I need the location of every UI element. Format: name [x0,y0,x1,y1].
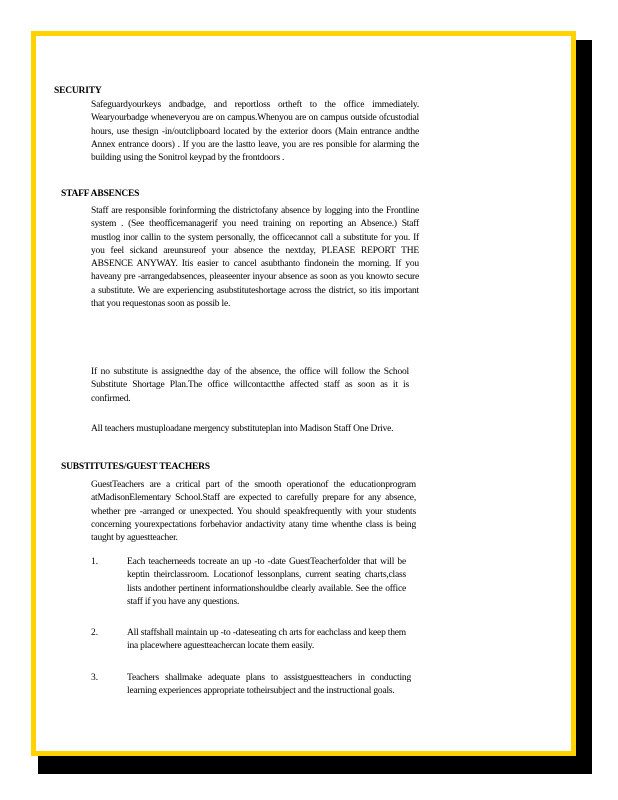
list-item-text: Each teacherneeds tocreate an up -to -date GuestTeacherfolder that will be keptin theirclassroom. Locationof lessonplans, current seating charts,class lists andother pertinent informationshouldbe clearly available. See the office staff if you have any questions. [127,557,406,607]
security-heading: SECURITY [54,86,102,96]
security-paragraph: Safeguardyourkeys andbadge, and reportloss ortheft to the office immediately. Wearyourbadge wheneveryou are on campus.Whenyou are on campus outside ofcustodial hours, use thesign -in/outclipboard located by the exterior doors (Main entrance andthe Annex entrance doors) . If you are the lastto leave, you are res ponsible for alarming the building using the Sonitrol keypad by the frontdoors . [91,100,419,164]
staff-absences-paragraph-1: Staff are responsible forinforming the districtofany absence by logging into the Frontline system . (See theofficemanagerif you need training on reporting an Absence.) Staff mustlog inor callin to the system personally, the officecannot call a substitute for you. If you feel sickand areunsureof your absence the nextday, PLEASE REPORT THE ABSENCE ANYWAY. Itis easier to cancel asubthanto findonein the morning. If you haveany pre -arrangedabsences, pleaseenter inyour absence as soon as you knowto secure a substitute. We are experiencing asubstituteshortage across the district, so itis important that you requestonas soon as possib le. [91,206,419,310]
list-item-number: 3. [91,673,99,683]
list-item-number: 1. [91,557,99,567]
staff-absences-paragraph-2: If no substitute is assignedthe day of the absence, the office will follow the School Substitute Shortage Plan.The office willcontactthe affected staff as soon as it is confirmed. [91,367,409,404]
substitutes-intro-paragraph: GuestTeachers are a critical part of the smooth operationof the educationprogram atMadisonElementary School.Staff are expected to carefully prepare for any absence, whether pre -arranged or unexpected. You should speakfrequently with your students concerning yourexpectations forbehavior andactivity atany time whenthe class is being taught by aguestteacher. [91,480,416,544]
list-item-text: All staffshall maintain up -to -dateseating ch arts for eachclass and keep them ina placewhere aguestteachercan locate them easily. [127,628,406,652]
list-item-number: 2. [91,628,99,638]
staff-absences-paragraph-3: All teachers mustuploadane mergency substituteplan into Madison Staff One Drive. [91,424,394,434]
list-item-text: Teachers shallmake adequate plans to assistguestteachers in conducting learning experiences appropriate totheirsubject and the instructional goals. [127,673,411,697]
substitutes-heading: SUBSTITUTES/GUEST TEACHERS [61,462,210,472]
staff-absences-heading: STAFF ABSENCES [61,189,140,199]
